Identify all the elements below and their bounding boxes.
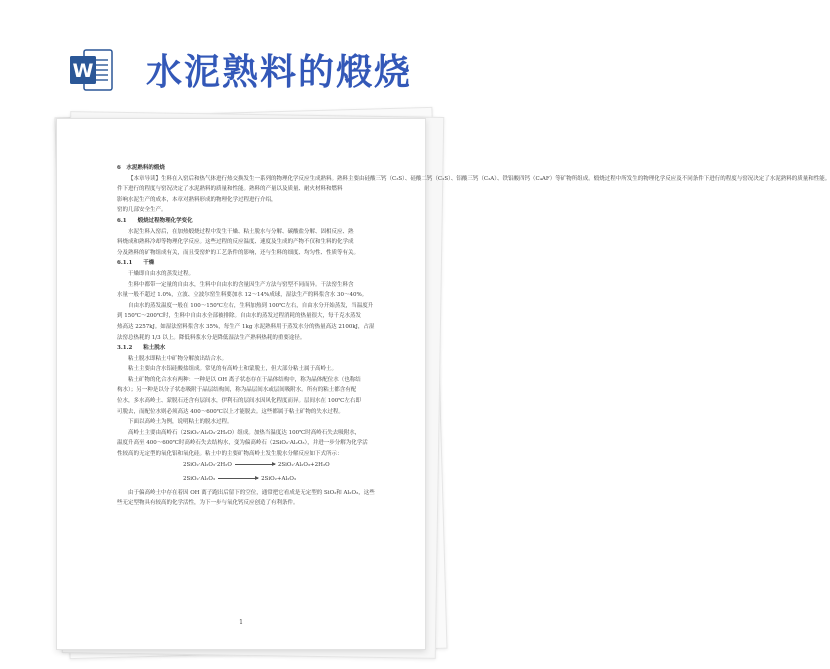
document-line: 可脱去，而配位水则必须高达 400～600℃以上才能脱去。这些都属于粘土矿物的失水过程。 <box>117 408 344 415</box>
reaction-arrow-icon <box>235 464 275 465</box>
document-line: 构水）；另一种是以分子状态吸附于晶层结构间，称为晶层间水或层间吸附水。所有的粘土都含有配 <box>117 387 357 394</box>
page-number: 1 <box>239 619 243 626</box>
banner-title: 水泥熟料的煅烧 <box>146 52 413 93</box>
document-line: 水泥生料入窑后，在加热煅烧过程中发生干燥、粘土脱水与分解、碳酸盐分解、固相反应、熟 <box>128 228 354 235</box>
document-line: 件下进行的程度与窑况决定了水泥熟料的质量和性能。熟料的产量以及质量、耐火材料和燃料 <box>117 186 343 193</box>
equation-right: 2SiO₂+Al₂O₃ <box>261 475 297 482</box>
document-line: 分及熟料的矿物组成有关，而且受窑炉的工艺条件的影响，还与生料的细度、均匀性、性质等有关。 <box>117 249 360 256</box>
chemical-equation <box>117 474 367 488</box>
equation-right: 2SiO₂·Al₂O₃+2H₂O <box>277 461 330 468</box>
document-line: 水量一般不超过 1.0%，立波、立波尔窑生料要加水 12～14%成球，湿法生产的料浆含水 30～40%。 <box>117 292 368 299</box>
word-logo-letter: W <box>72 60 94 82</box>
section-heading: 6 水泥熟料的煅烧 <box>117 165 165 171</box>
document-line: 法窑总热耗的 1/3 以上。降低料浆水分是降低湿法生产熟料热耗的重要途径。 <box>117 334 306 341</box>
document-line: 热高达 2257kJ。如湿法窑料浆含水 35%，每生产 1kg 水泥熟料用于蒸发水分的热量高达 2100kJ，占湿 <box>117 323 375 330</box>
document-line: 粘土矿物的化合水有两种：一种是以 OH 离子状态存在于晶体结构中，称为晶体配位水（也称结 <box>128 376 361 383</box>
document-line: 温度升高至 400～600℃时高岭石失去结构水，变为偏高岭石（2SiO₂·Al₂O₃），并进一步分解为化学活 <box>117 440 368 447</box>
document-line: 些无定型物具有较高的化学活性，为下一步与氧化钙反应创造了有利条件。 <box>117 500 299 507</box>
document-line: 生料中都带一定量的自由水，生料中自由水的含量因生产方法与窑型不同而异。干法窑生料含 <box>128 281 354 288</box>
document-line: 粘土主要由含水铝硅酸盐组成。常见的有高岭土和蒙脱土，但大部分粘土属于高岭土。 <box>128 366 338 373</box>
document-line: 由于偏高岭土中存在着因 OH 离子跑出后留下的空位，通常把它看成是无定型的 SiO₂和 Al₂O₃，这些 <box>128 489 375 496</box>
document-line: 粘土脱水即粘土中矿物分解放出结合水。 <box>128 355 228 362</box>
document-line: 自由水的蒸发温度一般在 100～150℃左右，生料加热到 100℃左右，自由水分开始蒸发，当温度升 <box>128 302 374 309</box>
document-line: 窑的几部安全生产。 <box>117 207 167 214</box>
document-line: 下面以高岭土为例，说明粘土的脱水过程。 <box>128 419 233 426</box>
document-line: 影响水泥生产的成本，本章对熟料形成的物理化学过程进行介绍， <box>117 196 277 203</box>
document-line: 干燥即自由水的蒸发过程。 <box>128 270 195 277</box>
chemical-equation <box>117 460 367 474</box>
word-document-icon <box>70 46 114 94</box>
document-line: 【本章导读】生料在入窑后和热气体进行热交换发生一系列的物理化学反应生成熟料。熟料主要由硅酸三钙（C₃S）、硅酸二钙（C₂S）、铝酸三钙（C₃A）、铁铝酸四钙（C₄AF）等矿物所组成。煅烧过程中所发生的物理化学反应及不同条件下进行的程度与窑况决定了水泥熟料的质量和性能。 <box>128 175 830 182</box>
document-body <box>117 163 830 509</box>
document-line: 位水，多水高岭土、蒙脱石还含有层间水，伊利石的层间水因风化程度而异。层间水在 100℃左右即 <box>117 398 361 405</box>
section-heading: 3.1.2 粘土脱水 <box>117 345 166 352</box>
section-heading: 6.1 煅烧过程物理化学变化 <box>117 217 193 224</box>
document-line: 高岭土主要由高岭石（2SiO₂·Al₂O₃·2H₂O）组成。加热当温度达 100℃时高岭石失去吸附水， <box>128 429 361 436</box>
equation-left: 2SiO₂·Al₂O₃ <box>183 475 216 482</box>
document-line: 性较高的无定型的氧化铝和氧化硅。粘土中的主要矿物高岭土发生脱水分解反应如下式所示： <box>117 451 343 458</box>
document-line: 料烧成和熟料冷却等物理化学反应。这些过程的反应温度、速度及生成的产物不仅和生料的化学成 <box>117 239 354 246</box>
document-page <box>56 118 830 650</box>
reaction-arrow-icon <box>218 478 258 479</box>
document-line: 到 150℃～200℃时，生料中自由水全部被排除。自由水的蒸发过程消耗的热量很大，每千克水蒸发 <box>117 313 362 320</box>
section-heading: 6.1.1 干燥 <box>117 260 155 267</box>
equation-left: 2SiO₂·Al₂O₃·2H₂O <box>183 461 232 468</box>
